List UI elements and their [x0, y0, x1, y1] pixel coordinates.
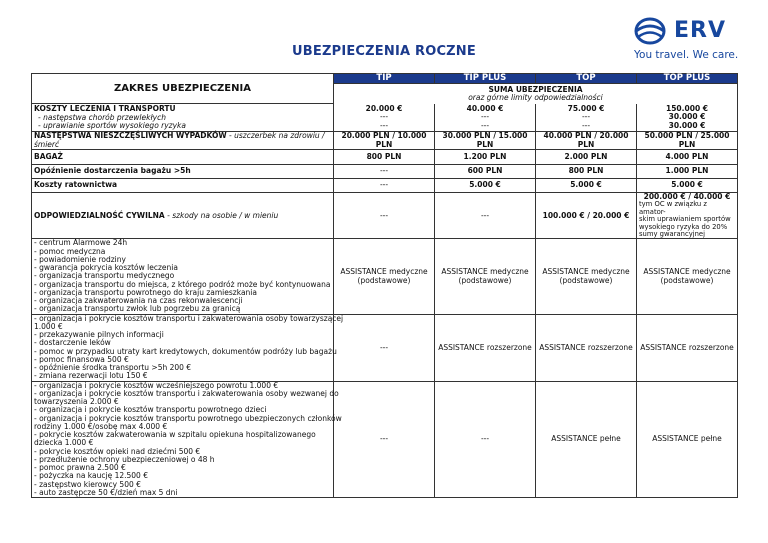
koszty-top-chronic: ---: [581, 112, 591, 122]
koszty-top-plus-sport: 30.000 €: [668, 120, 706, 130]
list-item: rodziny 1.000 €/osobę max 4.000 €: [34, 421, 168, 431]
nnw-tip-plus: 30.000 PLN / 15.000 PLN: [435, 132, 536, 150]
list-item: - organizacja i pokrycie kosztów wcześniejszego powrotu 1.000 €: [34, 380, 279, 390]
koszty-label: KOSZTY LECZENIA I TRANSPORTU: [34, 104, 176, 114]
row-assistance-extended: [32, 314, 738, 381]
row-koszty: [32, 104, 738, 132]
bagaz-tip: 800 PLN: [334, 149, 435, 164]
koszty-tip-sport: ---: [379, 120, 389, 130]
koszty-sub-2: - uprawianie sportów wysokiego ryzyka: [38, 120, 187, 130]
koszty-tip-plus-sport: ---: [480, 120, 490, 130]
opoznienie-tip: ---: [334, 164, 435, 178]
assistance-basic-list: [32, 239, 334, 314]
assistance-basic-tip-plus: ASSISTANCE medyczne (podstawowe): [435, 239, 536, 314]
koszty-tip: [334, 104, 435, 132]
koszty-tip-plus-main: 40.000 €: [466, 104, 504, 114]
assistance-basic-tip: ASSISTANCE medyczne (podstawowe): [334, 239, 435, 314]
oc-label: ODPOWIEDZIALNOŚĆ CYWILNA: [34, 210, 165, 220]
bagaz-top: 2.000 PLN: [536, 149, 637, 164]
bagaz-label: BAGAŻ: [32, 149, 334, 164]
koszty-top-plus-main: 150.000 €: [666, 104, 708, 114]
koszty-tip-plus: [435, 104, 536, 132]
row-nnw: [32, 132, 738, 150]
list-item: - organizacja i pokrycie kosztów transportu i zakwaterowania osoby towarzyszącej: [34, 313, 344, 323]
erv-globe-icon: [632, 16, 668, 46]
list-item: towarzyszenia 2.000 €: [34, 397, 119, 407]
assistance-full-top-plus: ASSISTANCE pełne: [637, 381, 738, 498]
oc-top-plus: [637, 192, 738, 239]
oc-label-cell: [32, 192, 334, 239]
plan-header-top: TOP: [536, 74, 637, 84]
koszty-top-plus: [637, 104, 738, 132]
ratownictwo-label: Koszty ratownictwa: [32, 178, 334, 192]
koszty-tip-chronic: ---: [379, 112, 389, 122]
oc-tip: ---: [334, 192, 435, 239]
nnw-top-plus: 50.000 PLN / 25.000 PLN: [637, 132, 738, 150]
suma-subtitle: oraz górne limity odpowiedzialności: [468, 93, 603, 103]
list-item: dziecka 1.000 €: [34, 438, 94, 448]
oc-tip-plus: ---: [435, 192, 536, 239]
nnw-top: 40.000 PLN / 20.000 PLN: [536, 132, 637, 150]
nnw-desc: - uszczerbek na zdrowiu / śmierć: [34, 131, 325, 149]
zakres-header: ZAKRES UBEZPIECZENIA: [32, 74, 334, 104]
oc-desc: - szkody na osobie / w mieniu: [164, 210, 279, 220]
list-item: - zastępstwo kierowcy 500 €: [34, 479, 141, 489]
list-item: - organizacja i pokrycie kosztów transportu powrotnego ubezpieczonych członków: [34, 413, 342, 423]
plan-header-tip: TIP: [334, 74, 435, 84]
oc-top-plus-note-1: tym OC w związku z amator-: [639, 200, 707, 216]
list-item: - organizacja i pokrycie kosztów transportu powrotnego dzieci: [34, 405, 267, 415]
assistance-extended-list: [32, 313, 344, 381]
opoznienie-top: 800 PLN: [536, 164, 637, 178]
nnw-label: NASTĘPSTWA NIESZCZĘŚLIWYCH WYPADKÓW: [34, 131, 227, 141]
row-ratownictwo: [32, 178, 738, 192]
assistance-full-top: ASSISTANCE pełne: [536, 381, 637, 498]
list-item: - centrum Alarmowe 24h: [34, 238, 128, 248]
koszty-top: [536, 104, 637, 132]
list-item: - pokrycie kosztów zakwaterowania w szpitalu opiekuna hospitalizowanego: [34, 430, 316, 440]
oc-top-plus-value: 200.000 € / 40.000 €: [643, 191, 731, 201]
suma-title: SUMA UBEZPIECZENIA: [488, 84, 583, 94]
list-item: 1.000 €: [34, 321, 63, 331]
koszty-top-sport: ---: [581, 120, 591, 130]
koszty-tip-plus-chronic: ---: [480, 112, 490, 122]
list-item: - gwarancja pokrycia kosztów leczenia: [34, 263, 178, 273]
oc-top: 100.000 € / 20.000 €: [536, 192, 637, 239]
assistance-extended-tip-plus: ASSISTANCE rozszerzone: [435, 314, 536, 381]
list-item: - pożyczka na kaucję 12.500 €: [34, 471, 148, 481]
oc-top-plus-note-3: wysokiego ryzyka do 20%: [639, 222, 728, 231]
plan-header-tip-plus: TIP PLUS: [435, 74, 536, 84]
list-item: - dostarczenie leków: [34, 338, 111, 348]
list-item: - przedłużenie ochrony ubezpieczeniowej o 48 h: [34, 454, 215, 464]
brand-tagline: You travel. We care.: [634, 49, 739, 61]
ratownictwo-tip-plus: 5.000 €: [435, 178, 536, 192]
koszty-top-plus-chronic: 30.000 €: [668, 112, 706, 122]
list-item: - pomoc medyczna: [34, 246, 106, 256]
opoznienie-tip-plus: 600 PLN: [435, 164, 536, 178]
list-item: - auto zastępcze 50 €/dzień max 5 dni: [34, 487, 178, 497]
assistance-extended-tip: ---: [334, 314, 435, 381]
list-item: - organizacja transportu medycznego: [34, 271, 175, 281]
ratownictwo-top: 5.000 €: [536, 178, 637, 192]
assistance-full-tip-plus: ---: [435, 381, 536, 498]
list-item: - zmiana rezerwacji lotu 150 €: [34, 371, 148, 381]
assistance-basic-top: ASSISTANCE medyczne (podstawowe): [536, 239, 637, 314]
list-item: - organizacja zakwaterowania na czas rekonwalescencji: [34, 296, 243, 306]
row-opoznienie: [32, 164, 738, 178]
assistance-basic-top-plus: ASSISTANCE medyczne (podstawowe): [637, 239, 738, 314]
list-item: - opóźnienie środka transportu >5h 200 €: [34, 363, 192, 373]
oc-top-plus-note-4: sumy gwarancyjnej: [639, 229, 705, 238]
list-item: - organizacja transportu powrotnego do kraju zamieszkania: [34, 287, 257, 297]
list-item: - organizacja i pokrycie kosztów transportu i zakwaterowania osoby wezwanej do: [34, 388, 339, 398]
row-assistance-full: [32, 381, 738, 498]
plan-header-top-plus: TOP PLUS: [637, 74, 738, 84]
koszty-sub-1: - następstwa chorób przewlekłych: [38, 112, 166, 122]
row-oc: [32, 192, 738, 239]
list-item: - przekazywanie pilnych informacji: [34, 330, 164, 340]
list-item: - organizacja transportu do miejsca, z którego podróż może być kontynuowana: [34, 279, 331, 289]
list-item: - pomoc w przypadku utraty kart kredytowych, dokumentów podróży lub bagażu: [34, 346, 337, 356]
list-item: - organizacja transportu zwłok lub pogrzebu za granicą: [34, 304, 241, 314]
assistance-full-list: [32, 380, 342, 498]
plans-header-row: [32, 74, 738, 84]
row-bagaz: [32, 149, 738, 164]
nnw-label-cell: [32, 132, 334, 150]
ratownictwo-tip: ---: [334, 178, 435, 192]
assistance-full-tip: ---: [334, 381, 435, 498]
nnw-tip: 20.000 PLN / 10.000 PLN: [334, 132, 435, 150]
suma-header: [334, 84, 738, 104]
list-item: - pokrycie kosztów opieki nad dziećmi 500 €: [34, 446, 201, 456]
row-assistance-basic: [32, 239, 738, 314]
bagaz-top-plus: 4.000 PLN: [637, 149, 738, 164]
list-item: - pomoc finansowa 500 €: [34, 354, 129, 364]
koszty-label-cell: [32, 104, 334, 132]
erv-logo: [632, 16, 756, 62]
koszty-top-main: 75.000 €: [567, 104, 605, 114]
opoznienie-label: Opóźnienie dostarczenia bagażu >5h: [32, 164, 334, 178]
opoznienie-top-plus: 1.000 PLN: [637, 164, 738, 178]
assistance-extended-top-plus: ASSISTANCE rozszerzone: [637, 314, 738, 381]
bagaz-tip-plus: 1.200 PLN: [435, 149, 536, 164]
koszty-tip-main: 20.000 €: [365, 104, 403, 114]
page-title: UBEZPIECZENIA ROCZNE: [292, 44, 476, 59]
insurance-table: [31, 73, 738, 498]
ratownictwo-top-plus: 5.000 €: [637, 178, 738, 192]
assistance-extended-top: ASSISTANCE rozszerzone: [536, 314, 637, 381]
list-item: - pomoc prawna 2.500 €: [34, 463, 126, 473]
list-item: - powiadomienie rodziny: [34, 254, 126, 264]
oc-top-plus-note-2: skim uprawianiem sportów: [639, 215, 731, 224]
brand-name: ERV: [674, 18, 726, 43]
